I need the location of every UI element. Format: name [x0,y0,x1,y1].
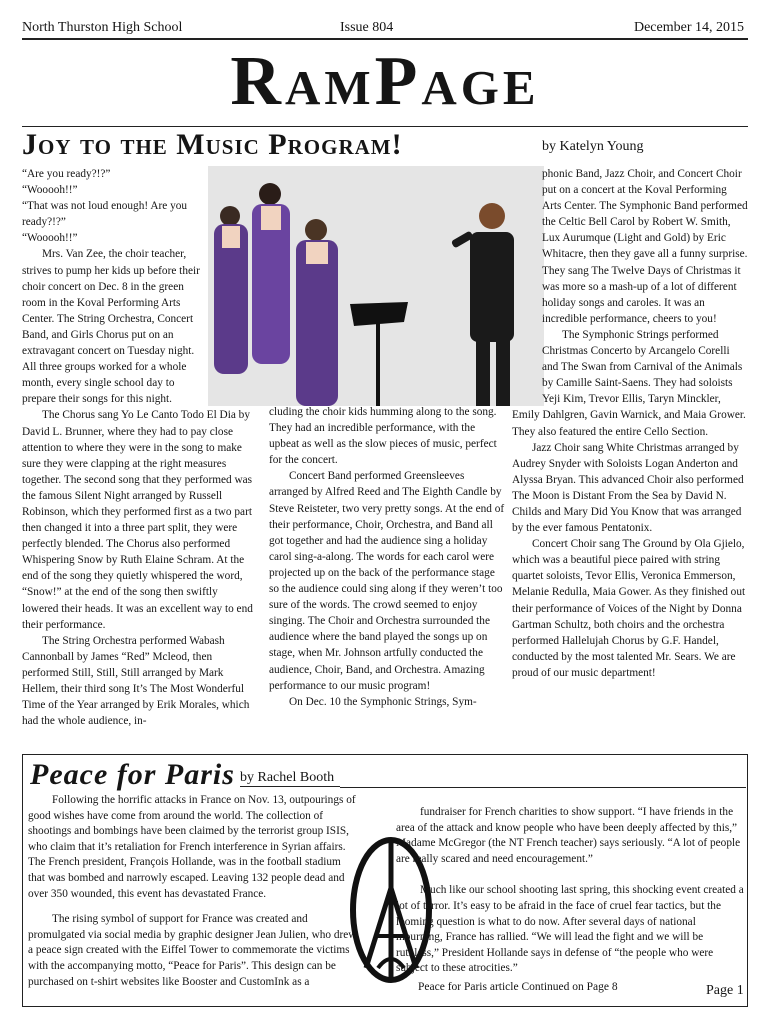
paris-paragraph: Following the horrific attacks in France on Nov. 13, outpourings of good wishes have come from around the world. The collection of shootings and bombings have been claimed by the terrorist group ISIS, who claim that it’s retaliation for French interference in Syrian affairs. The French president, François Hollande, was in the football stadium that was bombed and narrowly escaped. Leaving 132 people dead and over 350 wounded, this event has devastated France. [28,794,356,900]
paragraph-gap [28,902,360,912]
paris-column-2 [396,805,744,977]
paris-paragraph: The rising symbol of support for France was created and promulgated via social media by graphic designer Jean Julien, who drew a peace sign created with the Eiffel Tower to commemorate the victims with the accompanying motto, “Peace for Paris”. This design can be purchased on t-shirt websites like Booster and CustomInk as a [28,913,357,988]
article-headline: Joy to the Music Program! [22,128,403,161]
newspaper-title: RamPage [230,43,540,120]
paris-column-1 [28,793,360,990]
dialogue-line: “Wooooh!!” [22,232,78,245]
school-name: North Thurston High School [22,20,183,35]
article-paragraph: phonic Band, Jazz Choir, and Concert Choir put on a concert at the Koval Performing Arts Center. The Symphonic Band performed the Celtic Bell Carol by Robert W. Smith, Lux Aurumque (Light and Gold) by Eric Whitacre, then they gave all a funny surprise. They sang The Twelve Days of Christmas it was more so a mash-up of a lot of different holiday songs and caroles. It was an incredible performance, cheers to you! [542,168,748,325]
article-paragraph: Concert Band performed Greensleeves arranged by Alfred Reed and The Eighth Candle by Steve Reisteter, two very pretty songs. At the end of their performance, Choir, Orchestra, and Band all got together and had the audience sing a holiday carol sing-a-along. The words for each carol were projected up on the back of the performance stage so the audience could sing along if they weren’t too sure of the words. The crowd seemed to enjoy singing. The Choir and Orchestra surrounded the audience where the band played the songs up on stage, when Mr. Johnson artfully conducted the audience, Choir, Band, and Orchestra. Amazing performance to our music program! [269,470,505,692]
dialogue-line: “Are you ready?!?” [22,168,111,180]
article-paragraph: Mrs. Van Zee, the choir teacher, strives to pump her kids up before their choir concert on Dec. 8 in the green room in the Koval Performing Arts Center. The String Orchestra, Concert Band, and Girls Chorus put on an extravagant concert on Tuesday night. All three groups worked for a whole month, every single school day to prepare their songs for this night. [22,248,200,406]
paris-title-rule [340,787,746,788]
article-column-2 [269,404,505,710]
article-column-1 [22,166,254,729]
dialogue-line: “Wooooh!!” [22,184,78,197]
paris-paragraph: Much like our school shooting last spring, this shocking event created a lot of terror. It’s easy to be afraid in the face of cruel fear tactics, but the looming question is what to do now. After several days of national mourning, France has rallied. “We will lead the fight and we will be ruthless,” President Hollande says in defense of “the people who were subject to these atrocities.” [396,884,744,975]
dialogue-line: “That was not loud enough! Are you ready?!?” [22,200,188,229]
issue-number: Issue 804 [340,20,394,35]
photo-wrap-spacer [512,166,542,402]
article-paragraph: Concert Choir sang The Ground by Ola Gjielo, which was a beautiful piece paired with string quartet soloists, Tevor Ellis, Veronica Emmerson, Melanie Redulla, Maia Gower. As they finished out their performance of Voices of the Night by Donna Gartman Schultz, both choirs and the orchestra performed Hallelujah Chorus by G.F. Handel, conducted by the most talented Mr. Sears. We are proud of our music department! [512,538,746,679]
article-paragraph: The String Orchestra performed Wabash Cannonball by James “Red” Mcleod, then performed Still, Still, Still arranged by Mark Hellem, their third song It’s The Most Wonderful Time of the Year arranged by Erik Morales, which had the whole audience, in- [22,634,250,728]
article-byline: by Katelyn Young [542,139,644,154]
masthead-bar [22,18,748,40]
paragraph-gap [396,867,744,883]
choir-concert-photo [208,166,544,406]
paris-paragraph: fundraiser for French charities to show support. “I have friends in the area of the attack and know people who have been deeply affected by this,” Madame McGregor (the NT French teacher) says seriously. “A lot of people are really scared and need encouragement.” [396,806,741,865]
photo-wrap-spacer [208,166,254,406]
article-paragraph: cluding the choir kids humming along to the song. They had an incredible performance, with the upbeat as well as the slow pieces of music, perfect for the concert. [269,406,497,467]
choir-photo-icon [208,166,544,406]
article-paragraph: On Dec. 10 the Symphonic Strings, Sym- [289,695,477,708]
article-column-3 [512,166,748,681]
article-paragraph: The Chorus sang Yo Le Canto Todo El Dia by David L. Brunner, where they had to pay close attention to where they were in the song to make sure they were clapping at the right measures together. The second song that they performed was the famous Silent Night arranged by Russell Robinson, which they performed first as a two part then changed it into a three part split, they were perfectly blended. The Chorus also performed Whispering Snow by Ruth Elaine Schram. At the end of the song they quietly whispered the word, “Snow!” at the end of the song then swiftly lowered their heads. It was an excellent way to end their performance. [22,409,253,631]
article-paragraph: The Symphonic Strings performed Christmas Concerto by Arcangelo Corelli and The Swan from Carnival of the Animals by Camille Saint-Saens. They had soloists Yeji Kim, Trevor Ellis, Taryn Minckler, Emily Dahlgren, Gavin Warnick, and Maia Grower. They also featured the entire Cello Section. [512,328,746,438]
continued-note: Peace for Paris article Continued on Page 8 [418,981,618,993]
paris-byline: by Rachel Booth [240,770,340,787]
article-paragraph: Jazz Choir sang White Christmas arranged by Audrey Snyder with Soloists Logan Anderton and Alyssa Bryan. This advanced Choir also performed The Moon is Distant From the Sea by David N. Childs and Mary Did You Know that was arranged by the ever famous Pentatonix. [512,441,744,535]
page-number: Page 1 [706,983,744,998]
paris-headline: Peace for Paris [30,758,235,791]
issue-date: December 14, 2015 [633,20,744,35]
